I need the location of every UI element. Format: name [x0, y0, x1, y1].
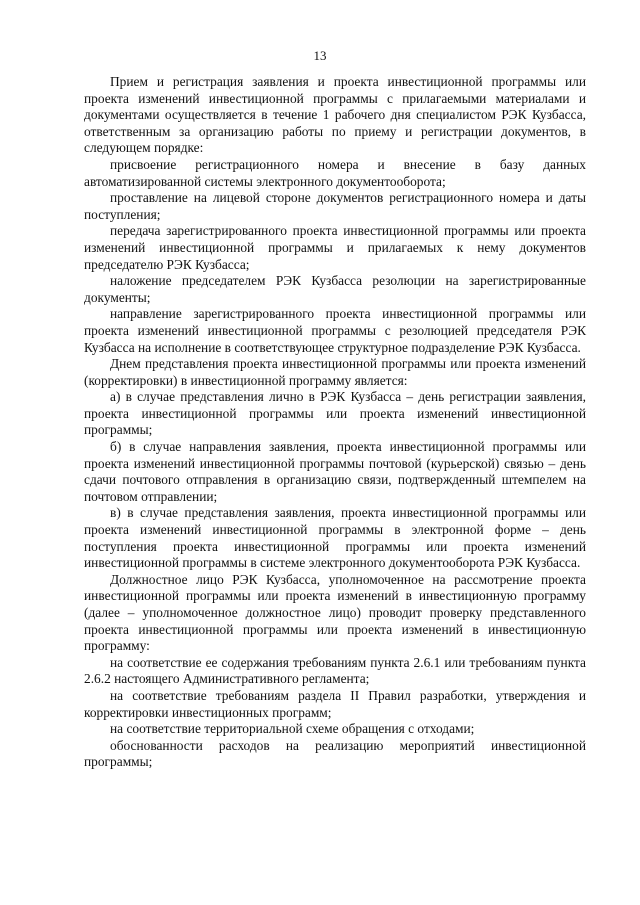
paragraph: присвоение регистрационного номера и внесение в базу данных автоматизированной системы электронного документооборота; [84, 156, 586, 189]
paragraph: обоснованности расходов на реализацию мероприятий инвестиционной программы; [84, 737, 586, 770]
paragraph: в) в случае представления заявления, проекта инвестиционной программы или проекта изменений инвестиционной программы в электронной форме – день поступления проекта инвестиционной программы или проекта изменений инвестиционной программы в системе электронного документооборота РЭК Кузбасса. [84, 505, 586, 571]
paragraph: Должностное лицо РЭК Кузбасса, уполномоченное на рассмотрение проекта инвестиционной программы или проекта изменений в инвестиционную программу (далее – уполномоченное должностное лицо) проводит проверку представленного проекта инвестиционной программы или проекта изменений в инвестиционную программу: [84, 571, 586, 654]
paragraph: наложение председателем РЭК Кузбасса резолюции на зарегистрированные документы; [84, 273, 586, 305]
paragraph: а) в случае представления лично в РЭК Кузбасса – день регистрации заявления, проекта инвестиционной программы или проекта изменений инвестиционной программы; [84, 389, 586, 438]
page-number: 13 [313, 48, 327, 63]
paragraph: на соответствие ее содержания требованиям пункта 2.6.1 или требованиям пункта 2.6.2 настоящего Административного регламента; [84, 654, 586, 687]
paragraph: Днем представления проекта инвестиционной программы или проекта изменений (корректировки) в инвестиционной программу является: [84, 356, 586, 388]
paragraph: на соответствие требованиям раздела II Правил разработки, утверждения и корректировки инвестиционных программ; [84, 687, 586, 720]
paragraph: Прием и регистрация заявления и проекта инвестиционной программы или проекта изменений инвестиционной программы с прилагаемыми материалами и документами осуществляется в течение 1 рабочего дня специалистом РЭК Кузбасса, ответственным за организацию работы по приему и регистрации документов, в следующем порядке: [84, 74, 586, 156]
paragraph: б) в случае направления заявления, проекта инвестиционной программы или проекта изменений инвестиционной программы почтовой (курьерской) связью – день сдачи почтового отправления в организацию связи, подтвержденный штемпелем на почтовом отправлении; [84, 439, 586, 504]
document-body [84, 74, 586, 771]
paragraph: передача зарегистрированного проекта инвестиционной программы или проекта изменений инвестиционной программы и прилагаемых к нему документов председателю РЭК Кузбасса; [84, 223, 586, 272]
paragraph: на соответствие территориальной схеме обращения с отходами; [110, 721, 475, 737]
paragraph: направление зарегистрированного проекта инвестиционной программы или проекта изменений инвестиционной программы с резолюцией председателя РЭК Кузбасса на исполнение в соответствующее структурное подразделение РЭК Кузбасса. [84, 306, 586, 355]
paragraph: проставление на лицевой стороне документов регистрационного номера и даты поступления; [84, 190, 586, 222]
